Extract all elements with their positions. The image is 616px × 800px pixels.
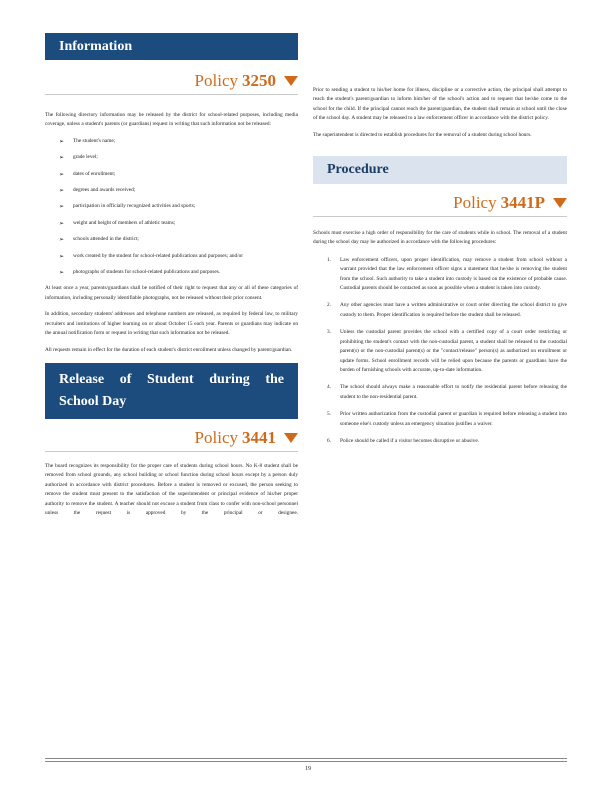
list-item-text: The student's name; [73, 137, 116, 144]
release-banner [45, 363, 298, 419]
triangle-down-icon [284, 433, 298, 443]
list-item-text: work created by the student for school-related publications and purposes; and/or [73, 252, 244, 259]
procedure-banner [313, 156, 567, 184]
release-para2: Prior to sending a student to his/her home for illness, discipline or a corrective action, the principal shall attempt to reach the student's parent/guardian to inform him/her of the school's action and to request that he/she come to the school for the child. If the principal cannot reach the parent/guardian, the student shall remain at school until the close of the school day. A student may be released to a law enforcement officer in accordance with the district policy. [313, 87, 567, 122]
policy-label: Policy [453, 193, 497, 213]
item-text: Unless the custodial parent provides the school with a certified copy of a court order restricting or prohibiting the student's contact with the non-custodial parent, a student shall be released to the custodial parent(s) or the non-custodial parent(s) or the "contact/release" person(s) as authorized on enrollment or update forms. School enrollment records will be relied upon because the parents or guardians have the burden of furnishing schools with accurate, up-to-date information. [340, 329, 567, 373]
information-intro: The following directory information may be released by the district for school-related purposes, including media coverage, unless a student's parents (or guardians) request in writing that such information not be released: [45, 112, 298, 128]
left-column [45, 0, 298, 550]
policy-number: 3441P [500, 193, 545, 213]
list-item-text: weight and height of members of athletic teams; [73, 219, 176, 226]
item-number: 1. [327, 256, 331, 263]
information-banner [45, 33, 298, 60]
numbered-item [313, 301, 567, 320]
arrow-bullet-icon: ➢ [59, 170, 65, 178]
release-para3: The superintendent is directed to establish procedures for the removal of a student during school hours. [313, 131, 532, 138]
arrow-bullet-icon: ➢ [59, 236, 65, 244]
procedure-intro: Schools must exercise a high order of responsibility for the care of students while in school. The removal of a student during the school day may be authorized in accordance with the following procedures: [313, 230, 567, 246]
information-body [45, 111, 298, 355]
item-number: 6. [327, 437, 331, 444]
item-number: 2. [327, 302, 331, 309]
list-item-text: degrees and awards received; [73, 187, 136, 194]
list-item [45, 252, 298, 261]
information-list [45, 137, 298, 278]
item-text: Police should be called if a visitor becomes disruptive or abusive. [340, 437, 480, 444]
footer-rule [45, 758, 567, 759]
right-column [313, 0, 567, 454]
item-text: Any other agencies must have a written administrative or court order directing the school district to give custody to them. Proper identification is required before the student shall be released. [340, 302, 567, 318]
item-number: 3. [327, 329, 331, 336]
list-item [45, 268, 298, 277]
list-item [45, 186, 298, 195]
numbered-item [313, 256, 567, 294]
item-text: The school should always make a reasonable effort to notify the residential parent before releasing the student to the non-residential parent. [340, 384, 567, 400]
list-item-text: photographs of students for school-related publications and purposes. [73, 269, 221, 276]
list-item-text: dates of enrollment; [73, 170, 116, 177]
information-para2: At least once a year, parents/guardians shall be notified of their right to request that any or all of these categories of information, including personally identifiable photographs, not be released without their prior consent. [45, 285, 298, 301]
numbered-item [313, 410, 567, 429]
information-title: Information [59, 39, 133, 54]
triangle-down-icon [553, 198, 567, 208]
list-item-text: participation in officially recognized activities and sports; [73, 203, 196, 210]
release-para1-start [45, 462, 298, 550]
release-title-line1: Release of Student during the [59, 371, 284, 387]
list-item-text: schools attended in the district; [73, 236, 139, 243]
arrow-bullet-icon: ➢ [59, 187, 65, 195]
triangle-down-icon [284, 76, 298, 86]
policy-label: Policy [194, 427, 238, 447]
arrow-bullet-icon: ➢ [59, 203, 65, 211]
numbered-item [313, 328, 567, 375]
list-item [45, 202, 298, 211]
item-text: Law enforcement officers, upon proper identification, may remove a student from school without a warrant provided that the law enforcement officer signs a statement that he/she is removing the student from the school. Such authority to take a student into custody is based on the existence of probable cause. Custodial parents should be contacted as soon as possible when a student is taken into custody. [340, 256, 567, 292]
item-number: 5. [327, 411, 331, 418]
list-item [45, 170, 298, 179]
release-title-line2: School Day [59, 393, 127, 409]
procedure-policy-heading [313, 192, 567, 217]
arrow-bullet-icon: ➢ [59, 137, 65, 145]
arrow-bullet-icon: ➢ [59, 269, 65, 277]
arrow-bullet-icon: ➢ [59, 219, 65, 227]
item-number: 4. [327, 384, 331, 391]
information-para4: All requests remain in effect for the duration of each student's district enrollment unless changed by parent/guardian. [45, 346, 293, 353]
procedure-list [313, 256, 567, 447]
policy-number: 3250 [242, 71, 276, 90]
procedure-title: Procedure [327, 162, 389, 178]
page-number: 19 [305, 766, 311, 772]
release-policy-heading [45, 427, 298, 452]
numbered-item [313, 437, 567, 446]
arrow-bullet-icon: ➢ [59, 154, 65, 162]
arrow-bullet-icon: ➢ [59, 252, 65, 260]
list-item [45, 219, 298, 228]
information-policy-heading [45, 70, 298, 95]
release-para1-continued [313, 7, 567, 76]
policy-number: 3441 [242, 427, 276, 447]
footer-rule-2 [45, 761, 567, 762]
list-item [45, 137, 298, 146]
list-item [45, 235, 298, 244]
policy-label: Policy [194, 71, 238, 90]
information-para3: In addition, secondary students' addresses and telephone numbers are released, as required by federal law, to military recruiters and institutions of higher learning on or about October 15 each year. Parents or guardians may indicate on the annual notification form or request in writing that such information not be released. [45, 311, 298, 337]
numbered-item [313, 383, 567, 402]
list-item-text: grade level; [73, 154, 98, 161]
item-text: Prior written authorization from the custodial parent or guardian is required before releasing a student into someone else's custody unless an emergency situation justifies a waiver. [340, 411, 567, 427]
release-para1: The board recognizes its responsibility for the proper care of students during school hours. No K-8 student shall be removed from school grounds, any school building or school function during school hours except by a person duly authorized in accordance with district procedures. Before a student is removed or excused, the person seeking to remove the student must present to the satisfaction of the superintendent or principal evidence of his/her proper authority to remove the student. A teacher should not excuse a student from class to confer with non-school personnel unless the request is approved by the principal or designee. [45, 462, 298, 516]
list-item [45, 153, 298, 162]
